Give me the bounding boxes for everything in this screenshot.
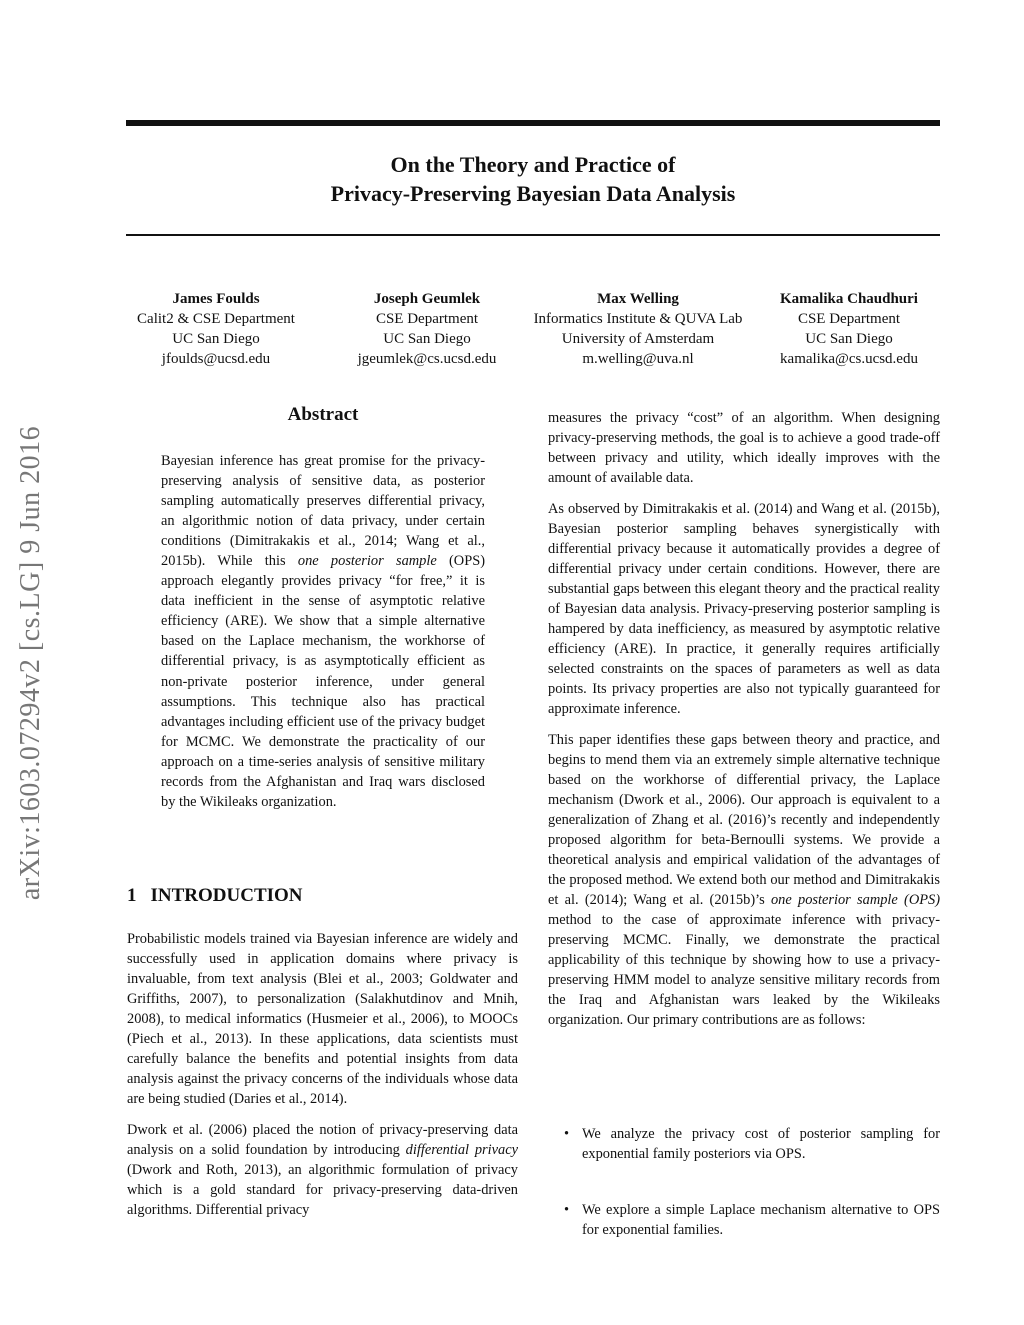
bullet-icon: • [564, 1126, 570, 1142]
author-name: James Foulds [172, 291, 260, 307]
abstract-body [161, 451, 485, 812]
list-item [548, 1200, 940, 1240]
author-institution: University of Amsterdam [561, 331, 715, 347]
right-paragraph-2: As observed by Dimitrakakis et al. (2014) and Wang et al. (2015b), Bayesian posterior sampling behaves synergistically with differential privacy because it automatically provides a degree of differential privacy under certain conditions. However, there are substantial gaps between this elegant theory and the practical reality of Bayesian data analysis. Privacy-preserving posterior sampling is hampered by data inefficiency, as measured by asymptotic relative efficiency (ARE). In practice, it generally requires artificially selected constraints on the spaces of parameters as well as data points. Its privacy properties are also not typically guaranteed for approximate inference. [548, 501, 941, 717]
author-dept: CSE Department [375, 311, 479, 327]
arxiv-identifier: arXiv:1603.07294v2 [cs.LG] 9 Jun 2016 [15, 425, 46, 901]
author-institution: UC San Diego [172, 331, 260, 347]
paper-title [126, 150, 940, 208]
right-column-body [548, 408, 940, 1041]
arxiv-sidebar [4, 368, 58, 958]
title-line-1: On the Theory and Practice of [390, 152, 676, 177]
section-number: 1 [127, 885, 137, 906]
author-name: Max Welling [597, 291, 679, 307]
author-4 [719, 289, 979, 369]
author-email: m.welling@uva.nl [582, 351, 694, 367]
list-item [548, 1124, 940, 1164]
intro-p2-text-1: Dwork et al. (2006) placed the notion of privacy-preserving data analysis on a solid foundation by introducing [127, 1122, 518, 1158]
section-heading-introduction [127, 885, 303, 907]
right-p3-text-2: method to the case of approximate inference with privacy-preserving MCMC. Finally, we demonstrate the practical applicability of this technique by showing how to use a privacy-preserving HMM model to analyze sensitive military records from the Iraq and Afghanistan wars leaked by the Wikileaks organization. Our primary contributions are as follows: [548, 912, 940, 1028]
section-title: INTRODUCTION [150, 885, 303, 906]
author-name: Kamalika Chaudhuri [780, 291, 918, 307]
abstract-text-1: Bayesian inference has great promise for the privacy-preserving analysis of sensitive data, as posterior sampling automatically preserves differential privacy, an algorithmic notion of data privacy, under certain conditions (Dimitrakakis et al., 2014; Wang et al., 2015b). While this [161, 453, 485, 570]
author-institution: UC San Diego [383, 331, 471, 347]
bullet-icon: • [564, 1202, 570, 1218]
intro-p2-emphasis: differential privacy [405, 1142, 518, 1158]
author-name: Joseph Geumlek [373, 291, 481, 307]
intro-paragraph-2 [127, 1120, 518, 1220]
author-dept: CSE Department [797, 311, 901, 327]
list-item-text: We explore a simple Laplace mechanism alternative to OPS for exponential families. [582, 1202, 940, 1238]
intro-paragraph-1: Probabilistic models trained via Bayesian inference are widely and successfully used in application domains where privacy is invaluable, from text analysis (Blei et al., 2003; Goldwater and Griffiths, 2007), to personalization (Salakhutdinov and Mnih, 2008), to medical informatics (Husmeier et al., 2006), to MOOCs (Piech et al., 2013). In these applications, data scientists must carefully balance the benefits and potential insights from data analysis against the privacy concerns of the individuals whose data are being studied (Daries et al., 2014). [127, 931, 518, 1107]
right-paragraph-3 [548, 730, 940, 1030]
title-bottom-rule [126, 234, 940, 236]
left-column-body [127, 929, 518, 1231]
abstract-heading: Abstract [287, 404, 359, 425]
list-item-text: We analyze the privacy cost of posterior sampling for exponential family posteriors via OPS. [582, 1126, 940, 1162]
title-top-rule [126, 120, 940, 126]
title-line-2: Privacy-Preserving Bayesian Data Analysis [330, 181, 736, 206]
author-dept: Calit2 & CSE Department [137, 311, 295, 327]
right-p3-text-1: This paper identifies these gaps between theory and practice, and begins to mend them via an extremely simple alternative technique based on the workhorse of differential privacy, the Laplace mechanism (Dwork et al., 2006). Our approach is equivalent to a generalization of Zhang et al. (2016)’s recently and independently proposed algorithm for beta-Bernoulli systems. We provide a theoretical analysis and empirical validation of the advantages of the proposed method. We extend both our method and Dimitrakakis et al. (2014); Wang et al. (2015b)’s [548, 732, 940, 908]
author-email: jfoulds@ucsd.edu [161, 351, 271, 367]
author-dept: Informatics Institute & QUVA Lab [533, 311, 743, 327]
author-institution: UC San Diego [805, 331, 893, 347]
intro-p2-text-2: (Dwork and Roth, 2013), an algorithmic formulation of privacy which is a gold standard for privacy-preserving data-driven algorithms. Differential privacy [127, 1162, 518, 1218]
author-email: kamalika@cs.ucsd.edu [780, 351, 918, 367]
author-email: jgeumlek@cs.ucsd.edu [357, 351, 497, 367]
right-p3-emphasis: one posterior sample (OPS) [770, 892, 941, 908]
abstract-emphasis: one posterior sample [297, 553, 437, 570]
right-paragraph-1: measures the privacy “cost” of an algorithm. When designing privacy-preserving methods, the goal is to achieve a good trade-off between privacy and utility, which ideally improves with the amount of available data. [548, 410, 940, 486]
abstract-text-2: (OPS) approach elegantly provides privacy “for free,” it is data inefficient in the sense of asymptotic relative efficiency (ARE). We show that a simple alternative based on the Laplace mechanism, the workhorse of differential privacy, is as asymptotically efficient as non-private posterior inference, under general assumptions. This technique also has practical advantages including efficient use of the privacy budget for MCMC. We demonstrate the practicality of our approach on a time-series analysis of sensitive military records from the Afghanistan and Iraq wars disclosed by the Wikileaks organization. [161, 553, 485, 810]
